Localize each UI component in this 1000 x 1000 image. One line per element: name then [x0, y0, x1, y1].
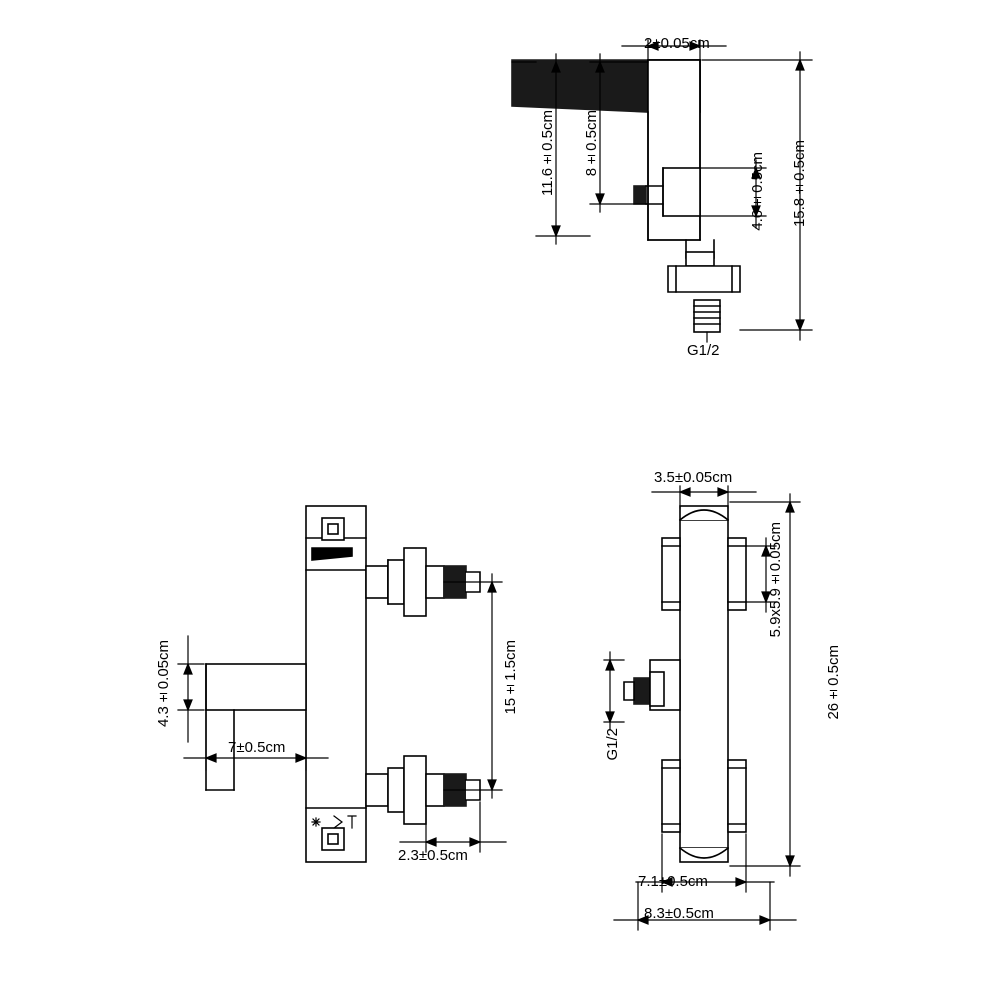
dim-label-4-6cm: 4.6±0.5cm — [749, 152, 766, 231]
dim-label-26cm: 26±0.5cm — [825, 645, 842, 720]
dim-label-4-3cm: 4.3±0.05cm — [155, 640, 172, 728]
leader-g12-plan — [604, 652, 624, 730]
dim-label-7-1cm: 7.1±0.5cm — [638, 873, 708, 890]
mixer-body-front — [206, 506, 480, 862]
dim-label-8cm: 8±0.5cm — [583, 110, 600, 177]
dim-label-11-6cm: 11.6±0.5cm — [539, 110, 556, 196]
dim-label-2-3cm: 2.3±0.5cm — [398, 847, 468, 864]
dim-15cm — [444, 574, 502, 798]
dim-label-15cm: 15±1.5cm — [502, 640, 519, 715]
dim-label-8-3cm: 8.3±0.5cm — [644, 905, 714, 922]
dim-label-5-9cm: 5.9x5.9±0.05cm — [767, 522, 784, 638]
dim-label-7cm: 7±0.5cm — [228, 739, 286, 756]
dim-label-g12-plan: G1/2 — [604, 728, 621, 761]
dim-label-15-8cm: 15.8±0.5cm — [791, 140, 808, 228]
dim-label-g12-top: G1/2 — [687, 342, 720, 359]
mixer-body-side — [634, 60, 740, 332]
dim-3-5cm — [652, 486, 756, 508]
dim-4-3cm — [178, 636, 204, 742]
dim-label-2cm: 2±0.05cm — [644, 35, 710, 52]
dim-label-3-5cm: 3.5±0.05cm — [654, 469, 733, 486]
mixer-body-plan — [624, 506, 746, 862]
